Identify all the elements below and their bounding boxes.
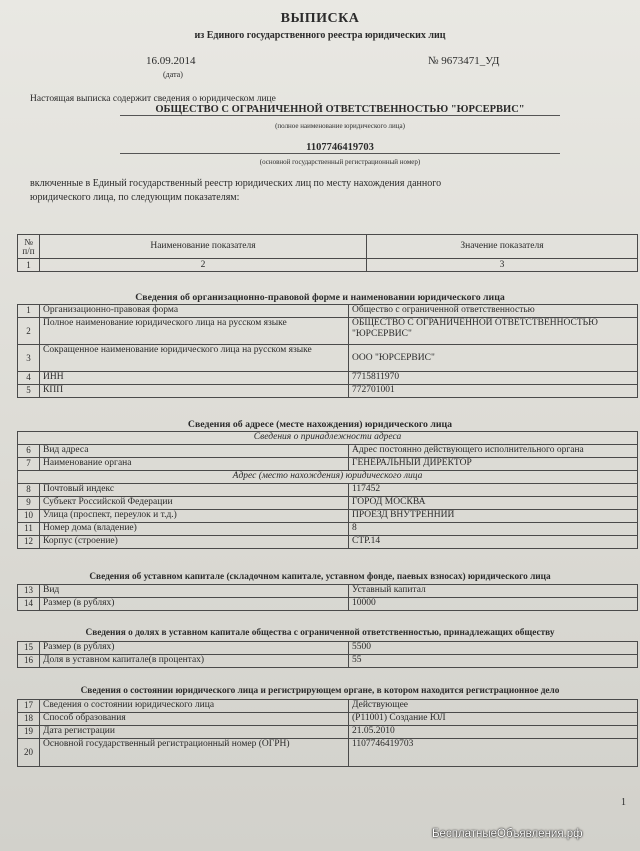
- section-title-address: Сведения об адресе (месте нахождения) юридического лица: [187, 419, 453, 430]
- document-date: 16.09.2014: [146, 55, 196, 67]
- table-row: [18, 385, 638, 398]
- row-number: 15: [18, 642, 40, 655]
- subsection-legal-address: Адрес (место нахождения) юридического лица: [18, 471, 638, 484]
- document-title: ВЫПИСКА: [280, 11, 360, 26]
- row-number: 7: [18, 458, 40, 471]
- subsection-address-ownership: Сведения о принадлежности адреса: [18, 432, 638, 445]
- table-row: [18, 655, 638, 668]
- row-number: 5: [18, 385, 40, 398]
- row-value: 7715811970: [349, 372, 638, 385]
- row-number: 20: [18, 739, 40, 767]
- row-label: Доля в уставном капитале(в процентах): [40, 655, 349, 668]
- charter-capital-table: [17, 584, 638, 611]
- row-label: Основной государственный регистрационный номер (ОГРН): [40, 739, 349, 767]
- table-row: [18, 536, 638, 549]
- row-label: Сведения о состоянии юридического лица: [40, 700, 349, 713]
- row-label: Дата регистрации: [40, 726, 349, 739]
- intro-text-continued: включенные в Единый государственный реестр юридических лиц по месту нахождения данного юридического лица, по следующим показателям:: [30, 178, 442, 203]
- row-label: КПП: [40, 385, 349, 398]
- row-label: Сокращенное наименование юридического лица на русском языке: [40, 345, 349, 372]
- row-label: Улица (проспект, переулок и т.д.): [40, 510, 349, 523]
- shares-table: [17, 641, 638, 668]
- row-label: Наименование органа: [40, 458, 349, 471]
- row-value: 117452: [349, 484, 638, 497]
- row-value: ГЕНЕРАЛЬНЫЙ ДИРЕКТОР: [349, 458, 638, 471]
- table-row: [18, 598, 638, 611]
- col-header-name: Наименование показателя: [40, 235, 367, 259]
- date-caption: (дата): [163, 70, 183, 79]
- row-label: Размер (в рублях): [40, 598, 349, 611]
- table-row: [18, 372, 638, 385]
- row-value: 21.05.2010: [349, 726, 638, 739]
- document-number: № 9673471_УД: [428, 55, 500, 67]
- table-row: [18, 585, 638, 598]
- row-number: 18: [18, 713, 40, 726]
- row-value: ПРОЕЗД ВНУТРЕННИЙ: [349, 510, 638, 523]
- row-number: 6: [18, 445, 40, 458]
- section-title-legal-form: Сведения об организационно-правовой форме и наименовании юридического лица: [135, 292, 505, 303]
- row-number: 12: [18, 536, 40, 549]
- ogrn-value: 1107746419703: [120, 142, 560, 154]
- table-row: [18, 318, 638, 345]
- row-label: Вид: [40, 585, 349, 598]
- row-value: ГОРОД МОСКВА: [349, 497, 638, 510]
- row-number: 14: [18, 598, 40, 611]
- row-label: Вид адреса: [40, 445, 349, 458]
- row-value: 1107746419703: [349, 739, 638, 767]
- col-header-value: Значение показателя: [367, 235, 638, 259]
- column-header-table: [17, 234, 638, 272]
- row-value: (Р11001) Создание ЮЛ: [349, 713, 638, 726]
- row-number: 4: [18, 372, 40, 385]
- section-title-charter-capital: Сведения об уставном капитале (складочном капитале, уставном фонде, паевых взносах) юридического лица: [89, 572, 551, 582]
- row-number: 3: [18, 345, 40, 372]
- table-row: [18, 445, 638, 458]
- document-subtitle: из Единого государственного реестра юридических лиц: [194, 30, 446, 41]
- row-value: 55: [349, 655, 638, 668]
- legal-form-table: [17, 304, 638, 398]
- col-index-3: 3: [367, 259, 638, 272]
- organization-name-caption: (полное наименование юридического лица): [275, 122, 405, 130]
- ogrn-caption: (основной государственный регистрационный номер): [259, 158, 421, 166]
- table-row: [18, 642, 638, 655]
- row-label: Субъект Российской Федерации: [40, 497, 349, 510]
- watermark: БесплатныеОбъявления.рф: [432, 828, 583, 840]
- row-number: 13: [18, 585, 40, 598]
- table-row: [18, 523, 638, 536]
- row-label: Корпус (строение): [40, 536, 349, 549]
- row-value: Уставный капитал: [349, 585, 638, 598]
- col-header-num: № п/п: [18, 235, 40, 259]
- row-value: 8: [349, 523, 638, 536]
- page-number: 1: [621, 797, 626, 808]
- row-number: 16: [18, 655, 40, 668]
- row-value: СТР.14: [349, 536, 638, 549]
- row-number: 19: [18, 726, 40, 739]
- table-row: [18, 726, 638, 739]
- row-label: ИНН: [40, 372, 349, 385]
- organization-name: ОБЩЕСТВО С ОГРАНИЧЕННОЙ ОТВЕТСТВЕННОСТЬЮ "ЮРСЕРВИС": [120, 104, 560, 116]
- row-value: 10000: [349, 598, 638, 611]
- row-label: Полное наименование юридического лица на русском языке: [40, 318, 349, 345]
- address-table: [17, 431, 638, 549]
- col-index-1: 1: [18, 259, 40, 272]
- row-value: Действующее: [349, 700, 638, 713]
- table-row: [18, 305, 638, 318]
- row-number: 11: [18, 523, 40, 536]
- row-label: Способ образования: [40, 713, 349, 726]
- row-number: 10: [18, 510, 40, 523]
- row-label: Организационно-правовая форма: [40, 305, 349, 318]
- table-row: [18, 713, 638, 726]
- row-value: ООО "ЮРСЕРВИС": [349, 345, 638, 372]
- row-label: Номер дома (владение): [40, 523, 349, 536]
- table-row: [18, 510, 638, 523]
- col-index-2: 2: [40, 259, 367, 272]
- table-row: [18, 739, 638, 767]
- row-value: 772701001: [349, 385, 638, 398]
- table-row: [18, 458, 638, 471]
- table-row: [18, 700, 638, 713]
- table-row: [18, 484, 638, 497]
- section-title-shares: Сведения о долях в уставном капитале общества с ограниченной ответственностью, принадлежащих обществу: [85, 628, 555, 638]
- row-label: Почтовый индекс: [40, 484, 349, 497]
- table-row: [18, 345, 638, 372]
- row-value: Общество с ограниченной ответственностью: [349, 305, 638, 318]
- row-value: ОБЩЕСТВО С ОГРАНИЧЕННОЙ ОТВЕТСТВЕННОСТЬЮ "ЮРСЕРВИС": [349, 318, 638, 345]
- row-number: 17: [18, 700, 40, 713]
- table-row: [18, 497, 638, 510]
- intro-text: Настоящая выписка содержит сведения о юридическом лице: [30, 94, 276, 104]
- row-label: Размер (в рублях): [40, 642, 349, 655]
- row-value: Адрес постоянно действующего исполнительного органа: [349, 445, 638, 458]
- section-title-status: Сведения о состоянии юридического лица и регистрирующем органе, в котором находится регистрационное дело: [80, 686, 560, 696]
- row-number: 9: [18, 497, 40, 510]
- row-value: 5500: [349, 642, 638, 655]
- status-table: [17, 699, 638, 767]
- row-number: 1: [18, 305, 40, 318]
- row-number: 2: [18, 318, 40, 345]
- row-number: 8: [18, 484, 40, 497]
